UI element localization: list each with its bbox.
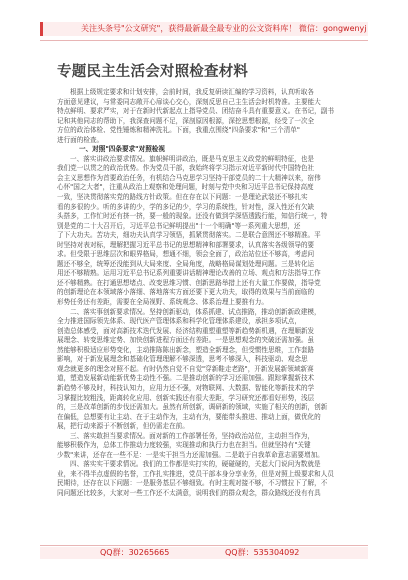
paragraph-line: 头搭多，工作忙时还有挤一挤，要一般的现象。还没有做到学深悟透践行能，知信行统一，特 (57, 212, 328, 221)
paragraph-line: 别是党的二十大召开后，习近平总书记鲜明提出"十一个明确"等一系列重大思想，还 (57, 221, 301, 230)
header-banner (40, 22, 368, 36)
paragraph-line: 特点鲜明、要求严实，对于在新时代新起点上指导党员、团结奋斗具有重要意义。在书记，副书 (57, 107, 334, 116)
footer-qq-group-1: QQ群：30265665 (100, 548, 170, 557)
paragraph-line: 还不够精熟。在打通思想堵点、改变思维习惯、创新思路举措上还有大量工作要做，指导党 (57, 278, 321, 287)
paragraph-line: 四、落实实干要求情况。我们的工作都是实打实的，硬碰硬的，关起大门说问为数就是 (70, 460, 321, 469)
paragraph-line: 展理念、转变思维定势、加快创新进程方面还有差距。一是思想观念的突破还需加强。虽 (57, 336, 315, 345)
paragraph-line: 影响，对于新发展理念和基础化管理理解不够深透，思考不够深入，科技驱动、观念思 (57, 355, 308, 364)
paragraph-line: 形势任务还有差距，需要在全局视野、系统观念、体系治理上要推有力。 (57, 298, 268, 307)
paragraph-line: 一致，坚决贯彻落实党的路线方针政策。但在存在以下问题：一是理论武装还不够扎实 (57, 193, 308, 202)
paragraph-line: 一、落实讲政治要求情况。旗帜鲜明讲政治，既是马克思主义政党的鲜明特征，也是 (70, 154, 314, 163)
paragraph-line: 我们党一以贯之的政治优势。作为党员干部，我始终将学习指示对近平新时代中国特色社 (57, 164, 315, 173)
paragraph-line: 心怀"国之大者"，注重从政治上观察和处理问题，时刻与党中央和习近平总书记保持高度 (57, 183, 314, 192)
paragraph-line: 求。但受限于思维层次和眼界格局，想通不细，领会全面了，政治站位还不够高，考虑问 (57, 250, 315, 259)
paragraph-line: 业，来不得半点虚假的名誉，工作扎实推进，党员干部本身分享业务，但是对照上级要求和人员 (57, 469, 334, 478)
header-banner-text: 关注头条号"公文研究"，获得最新最全最专业的公文资料库！ 微信：gongwenyj (81, 24, 367, 33)
paragraph-line: 能够积极作为，总体工作推动力度较强，实现推动和执行力也在担当。但就坚持有"关键 (57, 441, 311, 450)
paragraph-line: 民期待，还存在以下问题：一是服务基层不够细致。有时主观对接不够，不习惯拉下了解，不 (57, 479, 328, 488)
document-title: 专题民主生活会对照检查材料 (57, 64, 249, 80)
section-heading: 一、对照"四条要求"对照检视 (79, 145, 165, 154)
paragraph-line: 然能够积极适应形势变化，主动推陈陈出新念，塑造全新理念，但受惯性思维，工作套路 (57, 345, 315, 354)
paragraph-line: 道，塑造发展新动能新优势主动性不强。二是推动创新的学习还需加强。跟踪掌握新技术 (57, 374, 315, 383)
footer-qq-group-2: QQ群：535304092 (225, 548, 300, 557)
paragraph-line: 用还不够精熟。运用习近平总书记系列重要讲话精神理论改善的立场、观点和方法指导工作 (57, 269, 321, 278)
header-divider (40, 40, 368, 41)
paragraph-line: 展，把行动来源于不断创新，但仍需走在前。 (57, 422, 189, 431)
paragraph-line: 根据上级规定要求和计划安排，会前时间，我反复研读汇编的学习资料，认真听取各 (70, 88, 314, 96)
paragraph-line: 创造总体感受，面对高新技术迭代发展、经济结构重塑重塑等新趋势新机遇，在理顺新发 (57, 326, 315, 335)
paragraph-line: 习掌握比较粗浅，距离转化应用、创新实践还有很大差距，学习研究还都看好形势，浅层 (57, 393, 315, 402)
paragraph-line: 的创新理论在本领域落小落细、落地落实方面还要下更大功夫，取得的效果与当前面临的 (57, 288, 315, 297)
footer-divider (40, 545, 368, 546)
paragraph-line: 同问题还比较多，大家对一些工作还不太满意，说明我们的群众观念，群众路线还没有有具 (57, 488, 321, 497)
paragraph-line: 全力推进国际领先体系、现代医产管理体系和科学化管理体系建设，承担多项试点， (57, 317, 301, 326)
footer-bar (40, 547, 368, 559)
paragraph-line: 的，三是改革创新的步伐还需加大。虽然有所创新，调研新的领域，实施了相关的创新，创新 (57, 403, 328, 412)
paragraph-line: 方位的政治体检、党性锤炼和精神洗礼。下面，我重点围绕"四条要求"和"三个清单" (57, 126, 300, 135)
document-body (57, 88, 353, 499)
paragraph-line: 二、落实事创新要求情况。坚持创新驱动，体系抓建、试点推路，推动创新新政建模， (70, 307, 321, 316)
paragraph-line: 三、落实敢担当要求情况。面对新的工作部署任务，坚持政治站位，主动担当作为， (70, 431, 314, 440)
paragraph-line: 记和其他同志的帮助下，我深查问题不足，深剖原因根源，深挖思想根源，经受了一次全 (57, 116, 315, 125)
paragraph-line: 进行面的检查。 (57, 135, 104, 144)
paragraph-line: 了下大功夫。苦功夫，细功夫认真学习领悟，抓紧贯彻落实。二是联合意图还不够精准。平 (57, 231, 321, 240)
paragraph-line: 方面意见建议，与常委同志敞开心扉谈心交心，深刻反思自己主生活会时机特准。主要能大 (57, 97, 321, 106)
paragraph-line: 时坚持对表对标，理解把握习近平总书记的思想精神和部署要求，认真落实各级领导的要 (57, 240, 315, 249)
paragraph-line: 观念就更多的理念对照不起。有时仍然自觉不自觉"穿新鞋走老路"，开新发展新领域新赛 (57, 364, 314, 373)
paragraph-line: 会主义思想作为首要政治任务，有机结合马克思学习坚持干部党员的二十大精神以来，宿伟 (57, 173, 321, 182)
paragraph-line: 题还不够全，统筹还没能到从大局来度、全局角度，战略格局谋划处理问题。三是转化运 (57, 259, 315, 268)
paragraph-line: 在偏低，总想要有让主动、在于主动作为，主动有为，要能带头推进、推动上面，做优化的 (57, 412, 321, 421)
paragraph-line: 看的多很的少。听的多讲的少，学的多记的少，学习的系统性，针对性，深入性还有欠缺 (57, 202, 315, 211)
paragraph-line: 少数"来讲，还存在一些不足：一是实干担当力还需加强。二是敢于自我革命意志需要增加。 (57, 450, 324, 459)
paragraph-line: 新趋势不够及时，科技认知力，应用力还不强，对物联网、大数据、智能化等新技术的学 (57, 383, 315, 392)
